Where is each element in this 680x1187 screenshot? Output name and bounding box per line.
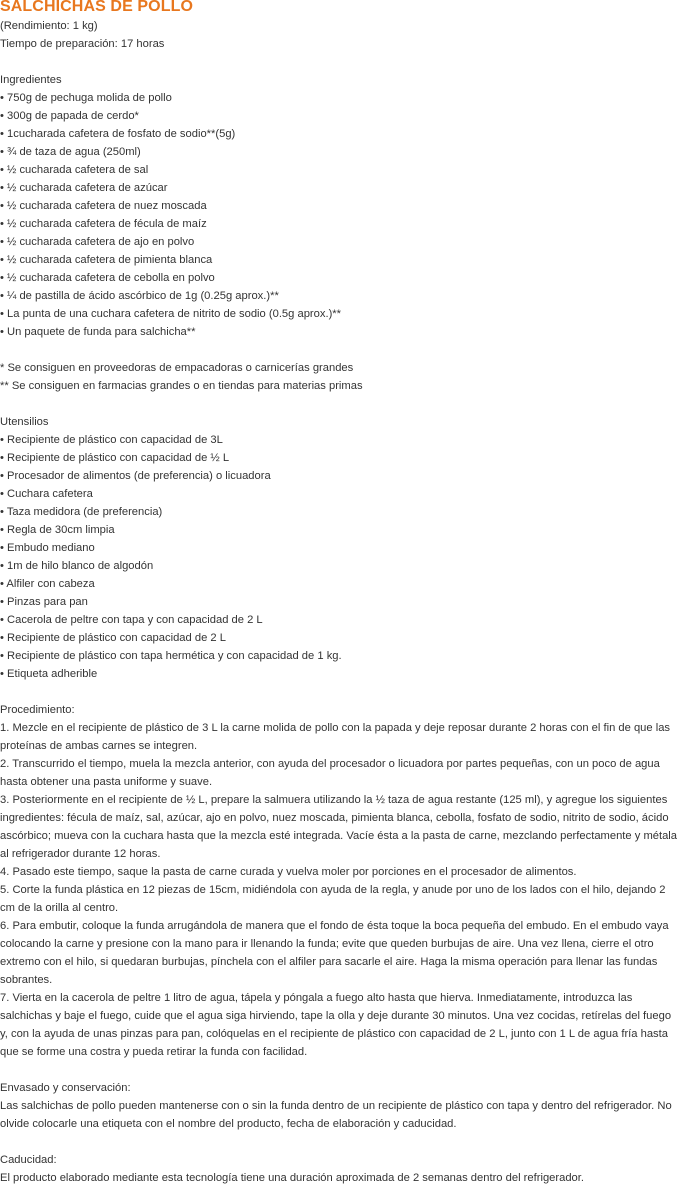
ingredient-item: • 1cucharada cafetera de fosfato de sodio**(5g) [0,128,236,140]
utensil-item: • Embudo mediano [0,542,95,554]
expiry-text: El producto elaborado mediante esta tecnología tiene una duración aproximada de 2 semanas dentro del refrigerador. [0,1172,584,1184]
spacer [0,1061,678,1079]
procedure-step: 6. Para embutir, coloque la funda arrugándola de manera que el fondo de ésta toque la boca pequeña del embudo. En el embudo vaya colocando la carne y presione con la mano para ir llenando la funda; evite que queden burbujas de aire. Una vez llena, cierre el otro extremo con el hilo, si quedaran burbujas, pínchela con el alfiler para sacarle el aire. Haga la misma operación para llenar las fundas sobrantes. [0,920,669,986]
utensil-item: • Pinzas para pan [0,596,88,608]
utensil-item: • Cacerola de peltre con tapa y con capacidad de 2 L [0,614,263,626]
utensil-item: • Cuchara cafetera [0,488,93,500]
footnote: * Se consiguen en proveedoras de empacadoras o carnicerías grandes [0,362,354,374]
ingredient-item: • ½ cucharada cafetera de sal [0,164,149,176]
procedure-heading: Procedimiento: [0,704,75,716]
ingredient-item: • ½ cucharada cafetera de ajo en polvo [0,236,195,248]
ingredient-item: • ¼ de pastilla de ácido ascórbico de 1g (0.25g aprox.)** [0,290,279,302]
ingredient-item: • ½ cucharada cafetera de pimienta blanca [0,254,213,266]
recipe-title: SALCHICHAS DE POLLO [0,0,194,15]
utensil-item: • Taza medidora (de preferencia) [0,506,163,518]
spacer [0,1133,678,1151]
procedure-steps [0,719,678,1061]
procedure-step: 4. Pasado este tiempo, saque la pasta de carne curada y vuelva moler por porciones en el procesador de alimentos. [0,866,577,878]
ingredient-item: • ½ cucharada cafetera de azúcar [0,182,168,194]
ingredient-item: • ½ cucharada cafetera de fécula de maíz [0,218,207,230]
storage-text: Las salchichas de pollo pueden mantenerse con o sin la funda dentro de un recipiente de plástico con tapa y dentro del refrigerador. No olvide colocarle una etiqueta con el nombre del producto, fecha de elaboración y caducidad. [0,1100,672,1130]
utensils-heading: Utensilios [0,416,49,428]
ingredient-item: • ¾ de taza de agua (250ml) [0,146,141,158]
ingredients-list [0,89,678,341]
spacer [0,683,678,701]
expiry-heading: Caducidad: [0,1154,57,1166]
procedure-step: 7. Vierta en la cacerola de peltre 1 litro de agua, tápela y póngala a fuego alto hasta que hierva. Inmediatamente, introduzca las salchichas y baje el fuego, cuide que el agua siga hirviendo, tape la olla y deje durante 30 minutos. Una vez cocidas, retírelas del fuego y, con la ayuda de unas pinzas para pan, colóquelas en el recipiente de plástico con capacidad de 2 L, junto con 1 L de agua fría hasta que se forme una costra y pueda retirar la funda con facilidad. [0,992,672,1058]
procedure-step: 1. Mezcle en el recipiente de plástico de 3 L la carne molida de pollo con la papada y deje reposar durante 2 horas con el fin de que las proteínas de ambas carnes se integren. [0,722,671,752]
ingredients-heading: Ingredientes [0,74,62,86]
recipe-yield: (Rendimiento: 1 kg) [0,20,98,32]
ingredient-item: • La punta de una cuchara cafetera de nitrito de sodio (0.5g aprox.)** [0,308,342,320]
utensil-item: • Etiqueta adherible [0,668,98,680]
utensil-item: • Recipiente de plástico con capacidad de 2 L [0,632,226,644]
utensil-item: • Alfiler con cabeza [0,578,95,590]
ingredient-item: • ½ cucharada cafetera de nuez moscada [0,200,207,212]
prep-time: Tiempo de preparación: 17 horas [0,38,165,50]
procedure-step: 5. Corte la funda plástica en 12 piezas de 15cm, midiéndola con ayuda de la regla, y anude por uno de los lados con el hilo, dejando 2 cm de la orilla al centro. [0,884,666,914]
utensil-item: • 1m de hilo blanco de algodón [0,560,154,572]
utensil-item: • Procesador de alimentos (de preferencia) o licuadora [0,470,271,482]
spacer [0,341,678,359]
ingredient-item: • 750g de pechuga molida de pollo [0,92,172,104]
storage-heading: Envasado y conservación: [0,1082,131,1094]
procedure-step: 2. Transcurrido el tiempo, muela la mezcla anterior, con ayuda del procesador o licuadora por partes pequeñas, con un poco de agua hasta obtener una pasta uniforme y suave. [0,758,660,788]
procedure-step: 3. Posteriormente en el recipiente de ½ L, prepare la salmuera utilizando la ½ taza de agua restante (125 ml), y agregue los siguientes ingredientes: fécula de maíz, sal, azúcar, ajo en polvo, nuez moscada, pimienta blanca, cebolla, fosfato de sodio, nitrito de sodio, ácido ascórbico; mueva con la cuchara hasta que la mezcla esté integrada. Vacíe ésta a la pasta de carne, mezclando perfectamente y métala al refrigerador durante 12 horas. [0,794,678,860]
utensil-item: • Recipiente de plástico con capacidad de ½ L [0,452,230,464]
utensil-item: • Recipiente de plástico con tapa hermética y con capacidad de 1 kg. [0,650,342,662]
ingredient-item: • 300g de papada de cerdo* [0,110,139,122]
spacer [0,395,678,413]
utensil-item: • Recipiente de plástico con capacidad de 3L [0,434,223,446]
utensil-item: • Regla de 30cm limpia [0,524,115,536]
ingredient-item: • ½ cucharada cafetera de cebolla en polvo [0,272,215,284]
utensils-list [0,431,678,683]
ingredient-item: • Un paquete de funda para salchicha** [0,326,196,338]
footnote: ** Se consiguen en farmacias grandes o en tiendas para materias primas [0,380,363,392]
spacer [0,53,678,71]
